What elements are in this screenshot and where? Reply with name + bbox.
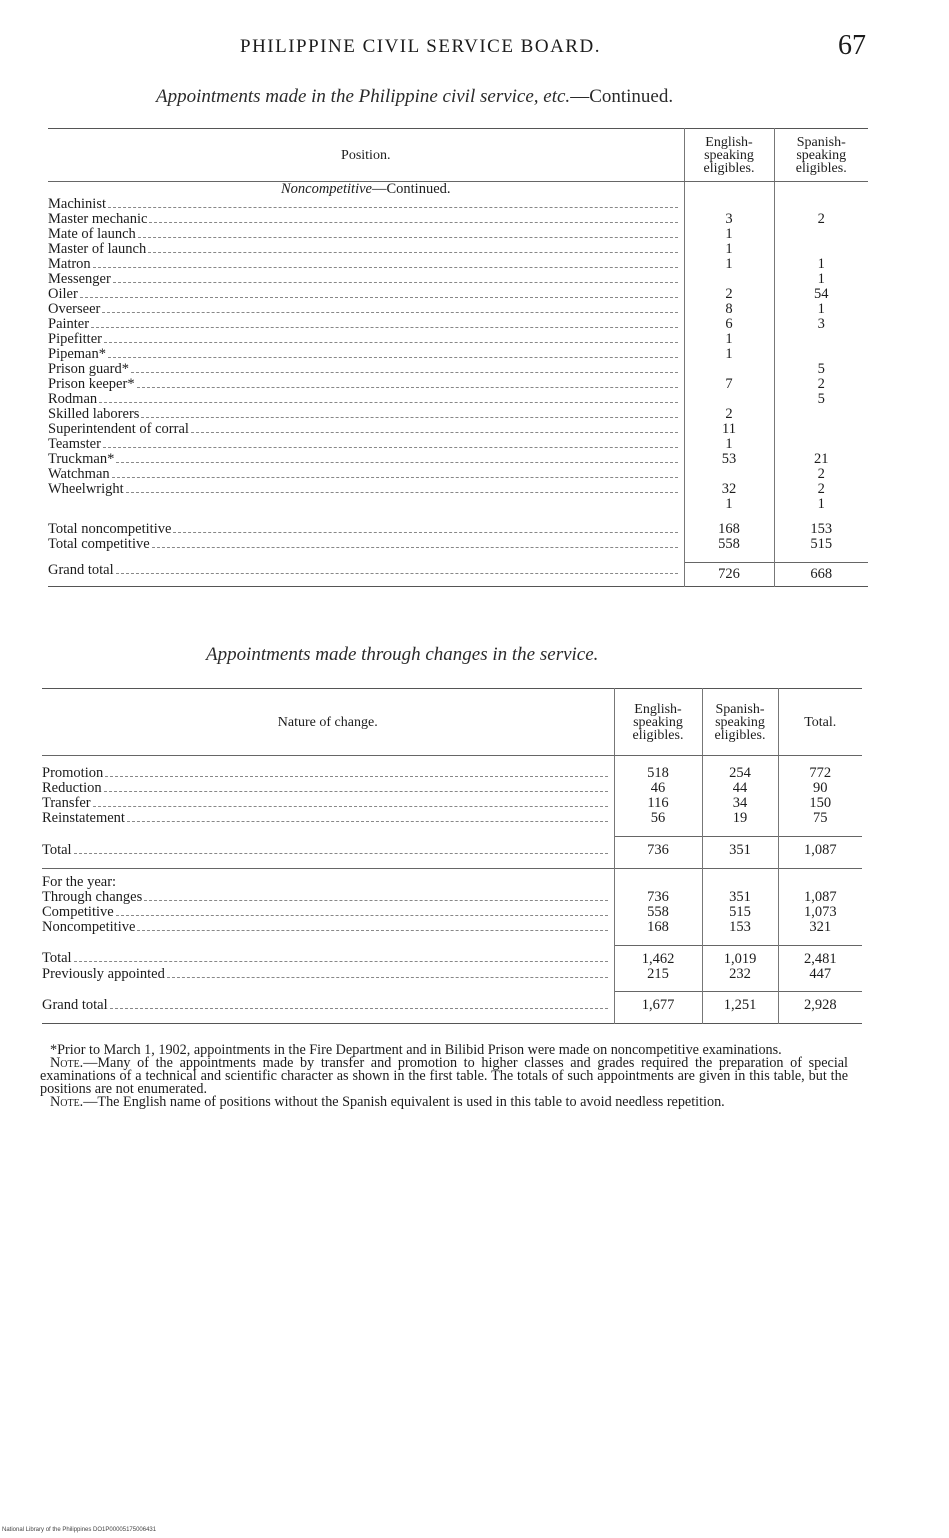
row-label: Competitive [42,904,114,920]
table-row [48,392,868,407]
table-row [48,452,868,467]
t2-grand-total-label: Grand total [42,997,108,1013]
total-cell: 321 [778,920,862,935]
table1-caption [156,86,673,108]
t2-total-total: 1,087 [778,837,862,869]
english-cell: 56 [614,811,702,826]
total-row [48,522,868,537]
english-cell: 46 [614,781,702,796]
col-english2: English-speaking eligibles. [614,689,702,756]
spanish-cell [774,197,868,212]
spanish-cell: 1 [774,257,868,272]
english-cell: 1 [684,227,774,242]
table-row [42,781,862,796]
spanish-cell: 351 [702,890,778,905]
total-cell: 1,073 [778,905,862,920]
row-label: Reinstatement [42,811,125,826]
english-cell [684,392,774,407]
english-cell: 2 [684,407,774,422]
page-header [0,30,949,72]
scan-footer: National Library of the Philippines DO1P00005175006431 [2,1527,157,1533]
note-2-label: Note. [50,1094,84,1110]
row-label: Overseer [48,302,101,317]
table-row [48,437,868,452]
table-row [42,920,862,935]
spanish-cell [774,407,868,422]
note-1-text: —Many of the appointments made by transfer and promotion to higher classes and grades required the preparation of special examinations of a technical and scientific character as shown in the first table. The totals of such appointments are given in this table, but the positions are not enumerated. [40,1055,848,1097]
table-row [48,377,868,392]
note-1 [40,1057,848,1096]
spanish-cell: 2 [774,377,868,392]
table-row [48,467,868,482]
english-cell: 1 [684,497,774,512]
table-row [48,347,868,362]
note-2-text: —The English name of positions without the Spanish equivalent is used in this table to avoid needless repetition. [83,1094,725,1110]
row-label: Through changes [42,889,143,905]
table-row [48,302,868,317]
t2-grand-total-english: 1,677 [614,992,702,1024]
english-cell: 1 [684,332,774,347]
note-2 [40,1096,848,1109]
row-label: Master mechanic [48,212,148,227]
col-total2: Total. [778,689,862,756]
section-label-suffix: —Continued. [371,181,451,197]
table1-header-row [48,129,868,182]
row-label: Rodman [48,392,98,407]
row-label: Matron [48,257,91,272]
english-cell: 6 [684,317,774,332]
table1-caption-text: Appointments made in the Philippine civil service, etc. [156,86,571,107]
spanish-cell: 2 [774,482,868,497]
previous-spanish: 232 [702,967,778,992]
page-number: 67 [838,30,866,61]
table-row [48,257,868,272]
spanish-cell [774,242,868,257]
col-position: Position. [48,129,684,182]
spanish-cell [774,227,868,242]
spanish-cell: 1 [774,272,868,287]
row-label: Transfer [42,796,91,811]
changes-table [42,688,862,1024]
row-label: Reduction [42,781,102,796]
table-row [48,362,868,377]
english-cell: 32 [684,482,774,497]
row-label: Master of launch [48,242,147,257]
previous-english: 215 [614,967,702,992]
footnote: *Prior to March 1, 1902, appointments in the Fire Department and in Bilibid Prison were made on noncompetitive examinations. [50,1042,782,1058]
t2-grand-total-total: 2,928 [778,992,862,1024]
table-row [48,287,868,302]
spanish-cell: 21 [774,452,868,467]
row-label: Messenger [48,272,111,287]
table-row [42,796,862,811]
spanish-cell: 515 [774,537,868,552]
table1-caption-suffix: —Continued. [570,86,674,107]
table-row [48,197,868,212]
t2-total-spanish: 351 [702,837,778,869]
table1-grand-total-row [48,563,868,587]
english-cell [684,362,774,377]
english-cell: 116 [614,796,702,811]
english-cell: 2 [684,287,774,302]
year-total-row [42,945,862,967]
grand-total-spanish: 668 [774,563,868,587]
english-cell: 168 [614,920,702,935]
english-cell [684,272,774,287]
year-label: For the year: [42,868,614,890]
total-row [48,537,868,552]
spanish-cell: 19 [702,811,778,826]
section-label [48,182,684,198]
row-label: Skilled laborers [48,407,140,422]
spanish-cell: 54 [774,287,868,302]
spanish-cell: 515 [702,905,778,920]
row-label: Machinist [48,197,106,212]
row-label: Mate of launch [48,227,136,242]
spanish-cell: 3 [774,317,868,332]
table-row [48,422,868,437]
grand-total-english: 726 [684,563,774,587]
row-label: Truckman* [48,452,115,467]
table2-header-row [42,689,862,756]
year-total-label: Total [42,951,72,966]
english-cell [684,467,774,482]
table-row [48,332,868,347]
spanish-cell: 5 [774,362,868,377]
table-row [48,482,868,497]
english-cell: 736 [614,890,702,905]
note-1-label: Note. [50,1055,84,1071]
year-total-english: 1,462 [614,945,702,967]
previous-total: 447 [778,967,862,992]
t2-total-english: 736 [614,837,702,869]
spanish-cell: 2 [774,467,868,482]
row-label: Superintendent of corral [48,422,189,437]
t2-total-label: Total [42,842,72,858]
english-cell: 53 [684,452,774,467]
english-cell: 1 [684,242,774,257]
table-row [48,212,868,227]
english-cell: 8 [684,302,774,317]
table-row [42,890,862,905]
year-total-total: 2,481 [778,945,862,967]
total-cell: 772 [778,766,862,781]
row-label: Wheelwright [48,482,124,497]
t2-grand-total-row [42,992,862,1024]
table-row [42,905,862,920]
col-nature: Nature of change. [42,689,614,756]
table-row [48,272,868,287]
year-total-spanish: 1,019 [702,945,778,967]
table1-body [48,197,868,512]
row-label: Painter [48,317,90,332]
spanish-cell: 5 [774,392,868,407]
row-label: Watchman [48,467,110,482]
row-label: Noncompetitive [42,919,136,935]
year-label-row [42,868,862,890]
english-cell: 1 [684,347,774,362]
spanish-cell: 34 [702,796,778,811]
spanish-cell: 254 [702,766,778,781]
section-label-text: Noncompetitive [280,181,372,197]
table2-year-body [42,890,862,935]
english-cell: 3 [684,212,774,227]
previous-row [42,967,862,992]
table-row [48,407,868,422]
notes-block [40,1044,848,1109]
table1-totals [48,522,868,552]
spanish-cell: 153 [774,522,868,537]
running-title: PHILIPPINE CIVIL SERVICE BOARD. [240,36,601,57]
positions-table [48,128,868,587]
english-cell [684,197,774,212]
english-cell: 11 [684,422,774,437]
col-english: English-speaking eligibles. [684,129,774,182]
total-cell: 90 [778,781,862,796]
english-cell: 1 [684,437,774,452]
table-row [48,317,868,332]
spanish-cell [774,437,868,452]
spanish-cell: 1 [774,302,868,317]
table2-total-row [42,837,862,869]
col-spanish: Spanish-speaking eligibles. [774,129,868,182]
row-label: Oiler [48,287,78,302]
table-row [48,242,868,257]
grand-total-label: Grand total [48,562,114,578]
row-label: Prison guard* [48,362,129,377]
spanish-cell [774,332,868,347]
english-cell: 558 [684,537,774,552]
spanish-cell: 1 [774,497,868,512]
row-label: Promotion [42,766,104,781]
row-label: Total competitive [48,537,150,552]
total-cell: 75 [778,811,862,826]
spanish-cell: 153 [702,920,778,935]
table-row [48,227,868,242]
english-cell: 168 [684,522,774,537]
spanish-cell [774,347,868,362]
previous-label: Previously appointed [42,966,165,982]
total-cell: 1,087 [778,890,862,905]
row-label: Total noncompetitive [48,522,172,537]
row-label: Teamster [48,437,101,452]
table2-body [42,766,862,826]
english-cell: 7 [684,377,774,392]
row-label: Pipefitter [48,332,102,347]
col-spanish2: Spanish-speaking eligibles. [702,689,778,756]
row-label: Pipeman* [48,347,106,362]
spanish-cell [774,422,868,437]
total-cell: 150 [778,796,862,811]
english-cell: 518 [614,766,702,781]
spanish-cell: 2 [774,212,868,227]
row-label: Prison keeper* [48,377,135,392]
english-cell: 1 [684,257,774,272]
table-row [42,766,862,781]
table2-caption: Appointments made through changes in the service. [206,644,599,665]
english-cell: 558 [614,905,702,920]
table-row [48,497,868,512]
section-row [48,182,868,198]
spanish-cell: 44 [702,781,778,796]
t2-grand-total-spanish: 1,251 [702,992,778,1024]
table-row [42,811,862,826]
